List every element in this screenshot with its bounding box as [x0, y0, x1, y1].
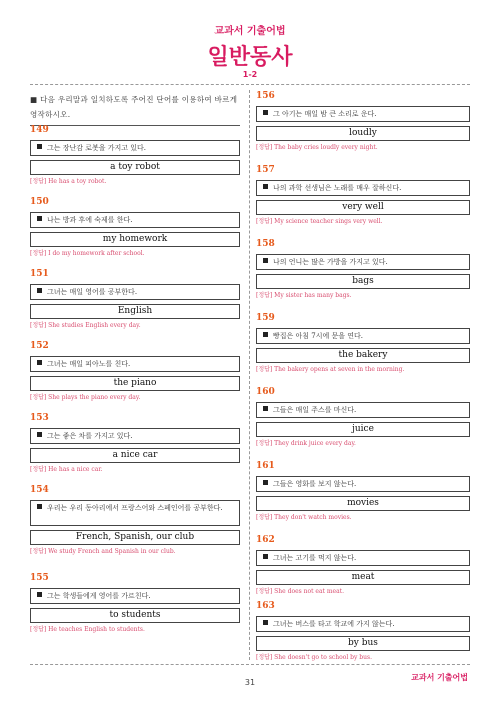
korean-sentence: 그는 장난감 로봇을 가지고 있다.	[30, 140, 240, 156]
answer-box[interactable]: bags	[256, 274, 470, 289]
answer-explanation: [정답] I do my homework after school.	[30, 250, 145, 257]
korean-sentence: 그는 학생들에게 영어를 가르친다.	[30, 588, 240, 604]
right-column	[256, 90, 470, 660]
answer-box[interactable]: meat	[256, 570, 470, 585]
answer-box[interactable]: loudly	[256, 126, 470, 141]
bottom-divider	[30, 664, 470, 665]
question-152	[30, 340, 240, 403]
page-number: 31	[244, 678, 256, 687]
question-153	[30, 412, 240, 475]
answer-box[interactable]: a nice car	[30, 448, 240, 463]
answer-explanation: [정답] We study French and Spanish in our club.	[30, 548, 176, 555]
bullet-icon	[263, 258, 268, 263]
left-column	[30, 90, 240, 660]
question-number: 149	[30, 125, 49, 135]
bullet-icon	[37, 216, 42, 221]
answer-explanation: [정답] My sister has many bags.	[256, 292, 352, 299]
answer-explanation: [정답] She doesn't go to school by bus.	[256, 654, 373, 661]
answer-box[interactable]: my homework	[30, 232, 240, 247]
korean-sentence: 그녀는 매일 영어를 공부한다.	[30, 284, 240, 300]
answer-box[interactable]: by bus	[256, 636, 470, 651]
question-159	[256, 312, 470, 375]
question-161	[256, 460, 470, 523]
bullet-icon	[37, 144, 42, 149]
bullet-icon	[263, 332, 268, 337]
answer-explanation: [정답] She plays the piano every day.	[30, 394, 141, 401]
question-150	[30, 196, 240, 259]
answer-explanation: [정답] He teaches English to students.	[30, 626, 145, 633]
instruction-text: ■ 다음 우리말과 일치하도록 주어진 단어를 이용하여 바르게 영작하시오.	[30, 95, 238, 119]
answer-explanation: [정답] She does not eat meat.	[256, 588, 344, 595]
unit-label: 1-2	[242, 70, 258, 79]
bullet-icon	[263, 480, 268, 485]
korean-sentence: 빵집은 아침 7시에 문을 연다.	[256, 328, 470, 344]
korean-sentence: 그들은 영화를 보지 않는다.	[256, 476, 470, 492]
question-number: 153	[30, 413, 49, 423]
korean-sentence: 그녀는 고기를 먹지 않는다.	[256, 550, 470, 566]
korean-sentence: 그녀는 버스를 타고 학교에 가지 않는다.	[256, 616, 470, 632]
column-divider	[249, 90, 250, 660]
question-162	[256, 534, 470, 597]
answer-explanation: [정답] They drink juice every day.	[256, 440, 356, 447]
page-title: 일반동사	[207, 45, 293, 70]
korean-sentence: 그 아기는 매일 밤 큰 소리로 운다.	[256, 106, 470, 122]
korean-sentence: 나의 언니는 많은 가방을 가지고 있다.	[256, 254, 470, 270]
top-divider	[30, 84, 470, 85]
answer-box[interactable]: French, Spanish, our club	[30, 530, 240, 545]
answer-box[interactable]: English	[30, 304, 240, 319]
bullet-icon	[37, 288, 42, 293]
footer-brand: 교과서 기출어법	[411, 673, 468, 682]
question-number: 163	[256, 601, 275, 611]
korean-sentence: 그들은 매일 주스를 마신다.	[256, 402, 470, 418]
answer-box[interactable]: juice	[256, 422, 470, 437]
question-number: 154	[30, 485, 49, 495]
answer-box[interactable]: movies	[256, 496, 470, 511]
question-number: 157	[256, 165, 275, 175]
question-156	[256, 90, 470, 153]
brand-header: 교과서 기출어법	[214, 26, 286, 37]
question-number: 162	[256, 535, 275, 545]
korean-sentence: 우리는 우리 동아리에서 프랑스어와 스페인어를 공부한다.	[30, 500, 240, 526]
question-number: 159	[256, 313, 275, 323]
bullet-icon	[263, 184, 268, 189]
bullet-icon	[263, 554, 268, 559]
question-number: 150	[30, 197, 49, 207]
korean-sentence: 나의 과학 선생님은 노래를 매우 잘하신다.	[256, 180, 470, 196]
answer-box[interactable]: very well	[256, 200, 470, 215]
question-157	[256, 164, 470, 227]
bullet-icon	[37, 504, 42, 509]
question-number: 160	[256, 387, 275, 397]
question-number: 152	[30, 341, 49, 351]
bullet-icon	[37, 360, 42, 365]
question-160	[256, 386, 470, 449]
question-number: 158	[256, 239, 275, 249]
question-151	[30, 268, 240, 331]
question-number: 155	[30, 573, 49, 583]
answer-box[interactable]: the bakery	[256, 348, 470, 363]
question-149	[30, 124, 240, 187]
answer-explanation: [정답] He has a nice car.	[30, 466, 103, 473]
question-number: 151	[30, 269, 49, 279]
korean-sentence: 그는 좋은 차를 가지고 있다.	[30, 428, 240, 444]
question-163	[256, 600, 470, 663]
question-154	[30, 484, 240, 557]
question-number: 161	[256, 461, 275, 471]
korean-sentence: 그녀는 매일 피아노를 친다.	[30, 356, 240, 372]
bullet-icon	[263, 620, 268, 625]
answer-box[interactable]: the piano	[30, 376, 240, 391]
bullet-icon	[263, 406, 268, 411]
answer-explanation: [정답] They don't watch movies.	[256, 514, 352, 521]
answer-explanation: [정답] My science teacher sings very well.	[256, 218, 383, 225]
question-158	[256, 238, 470, 301]
question-155	[30, 572, 240, 635]
answer-explanation: [정답] She studies English every day.	[30, 322, 141, 329]
bullet-icon	[37, 592, 42, 597]
korean-sentence: 나는 방과 후에 숙제를 한다.	[30, 212, 240, 228]
answer-box[interactable]: to students	[30, 608, 240, 623]
bullet-icon	[37, 432, 42, 437]
answer-explanation: [정답] The bakery opens at seven in the morning.	[256, 366, 405, 373]
answer-box[interactable]: a toy robot	[30, 160, 240, 175]
answer-explanation: [정답] The baby cries loudly every night.	[256, 144, 378, 151]
bullet-icon	[263, 110, 268, 115]
question-number: 156	[256, 91, 275, 101]
answer-explanation: [정답] He has a toy robot.	[30, 178, 107, 185]
